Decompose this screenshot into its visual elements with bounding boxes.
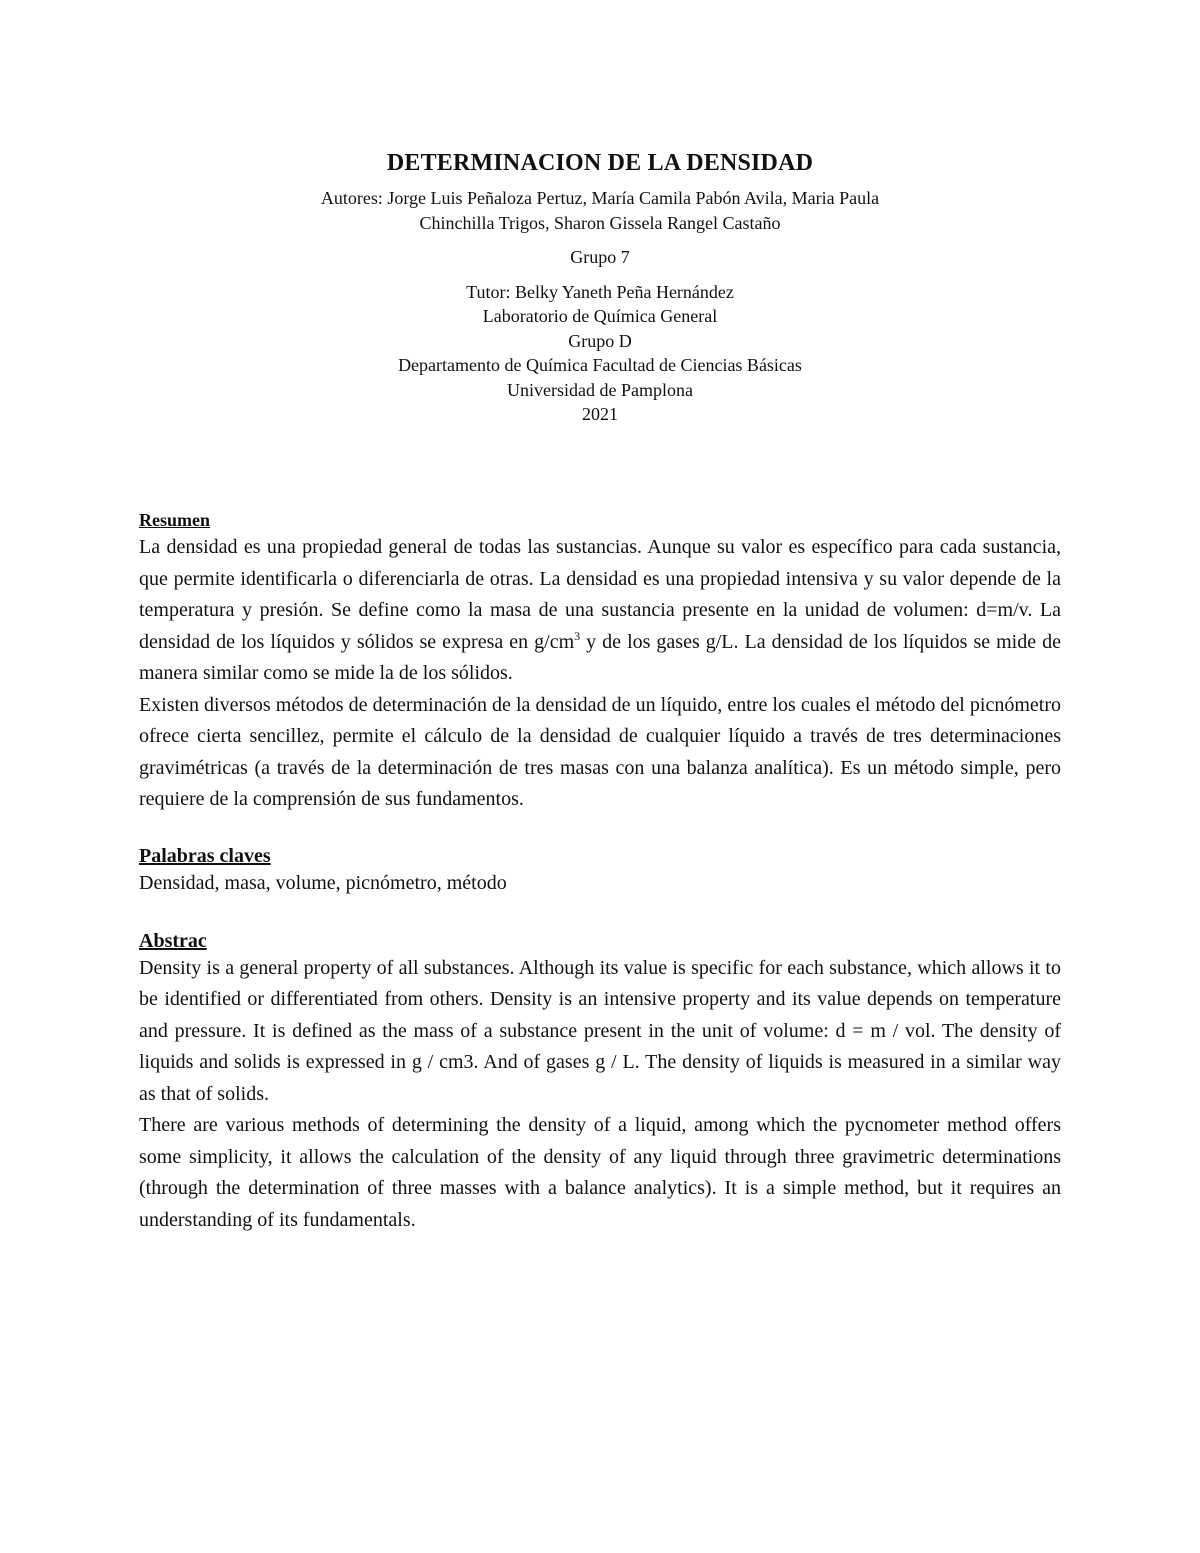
tutor-line: Tutor: Belky Yaneth Peña Hernández [466, 281, 734, 302]
resumen-heading: Resumen [139, 510, 210, 530]
resumen-p1-text-b: y de los gases g/L. La densidad de los líquidos se mide de manera similar como se mide la de los sólidos. [139, 630, 1061, 684]
department-line: Departamento de Química Facultad de Ciencias Básicas [398, 355, 802, 375]
abstract-heading: Abstrac [139, 929, 207, 952]
paper-title: DETERMINACION DE LA DENSIDAD [386, 150, 814, 176]
abstract-paragraph-2: There are various methods of determining the density of a liquid, among which the pycnometer method offers some simplicity, it allows the calculation of the density of any liquid through three gravimetric determinations (through the determination of three masses with a balance analytics). It is a simple method, but it requires an understanding of its fundamentals. [139, 1114, 1061, 1231]
abstract-paragraph-1: Density is a general property of all substances. Although its value is specific for each substance, which allows it to be identified or differentiated from others. Density is an intensive property and its value depends on temperature and pressure. It is defined as the mass of a substance present in the unit of volume: d = m / vol. The density of liquids and solids is expressed in g / cm3. And of gases g / L. The density of liquids is measured in a similar way as that of solids. [139, 956, 1061, 1105]
spacer [139, 899, 1061, 929]
keywords-heading: Palabras claves [139, 844, 271, 867]
university-line: Universidad de Pamplona [507, 379, 693, 400]
resumen-paragraph-2: Existen diversos métodos de determinación de la densidad de un líquido, entre los cuales el método del picnómetro ofrece cierta sencillez, permite el cálculo de la densidad de cualquier líquido a través de tres determinaciones gravimétricas (a través de la determinación de tres masas con una balanza analítica). Es un método simple, pero requiere de la comprensión de sus fundamentos. [139, 693, 1061, 810]
title-block [200, 148, 1000, 427]
keywords-text: Densidad, masa, volume, picnómetro, método [139, 871, 507, 894]
authors-line-1: Autores: Jorge Luis Peñaloza Pertuz, María Camila Pabón Avila, Maria Paula [320, 188, 880, 208]
lab-line: Laboratorio de Química General [482, 306, 718, 326]
authors-line-2: Chinchilla Trigos, Sharon Gissela Rangel Castaño [419, 212, 781, 233]
resumen-p1-superscript: 3 [574, 628, 581, 643]
spacer [139, 816, 1061, 844]
year-line: 2021 [582, 404, 618, 424]
lab-group-line: Grupo D [568, 330, 632, 351]
group-number: Grupo 7 [570, 247, 630, 267]
resumen-p1-text-a: La densidad es una propiedad general de todas las sustancias. Aunque su valor es específico para cada sustancia, que permite identificarla o diferenciarla de otras. La densidad es una propiedad intensiva y su valor depende de la temperatura y presión. Se define como la masa de una sustancia presente en la unidad de volumen: d=m/v. La densidad de los líquidos y sólidos se expresa en g/cm [139, 536, 1061, 653]
body-block [139, 508, 1061, 1236]
resumen-paragraph-1 [139, 532, 1061, 690]
